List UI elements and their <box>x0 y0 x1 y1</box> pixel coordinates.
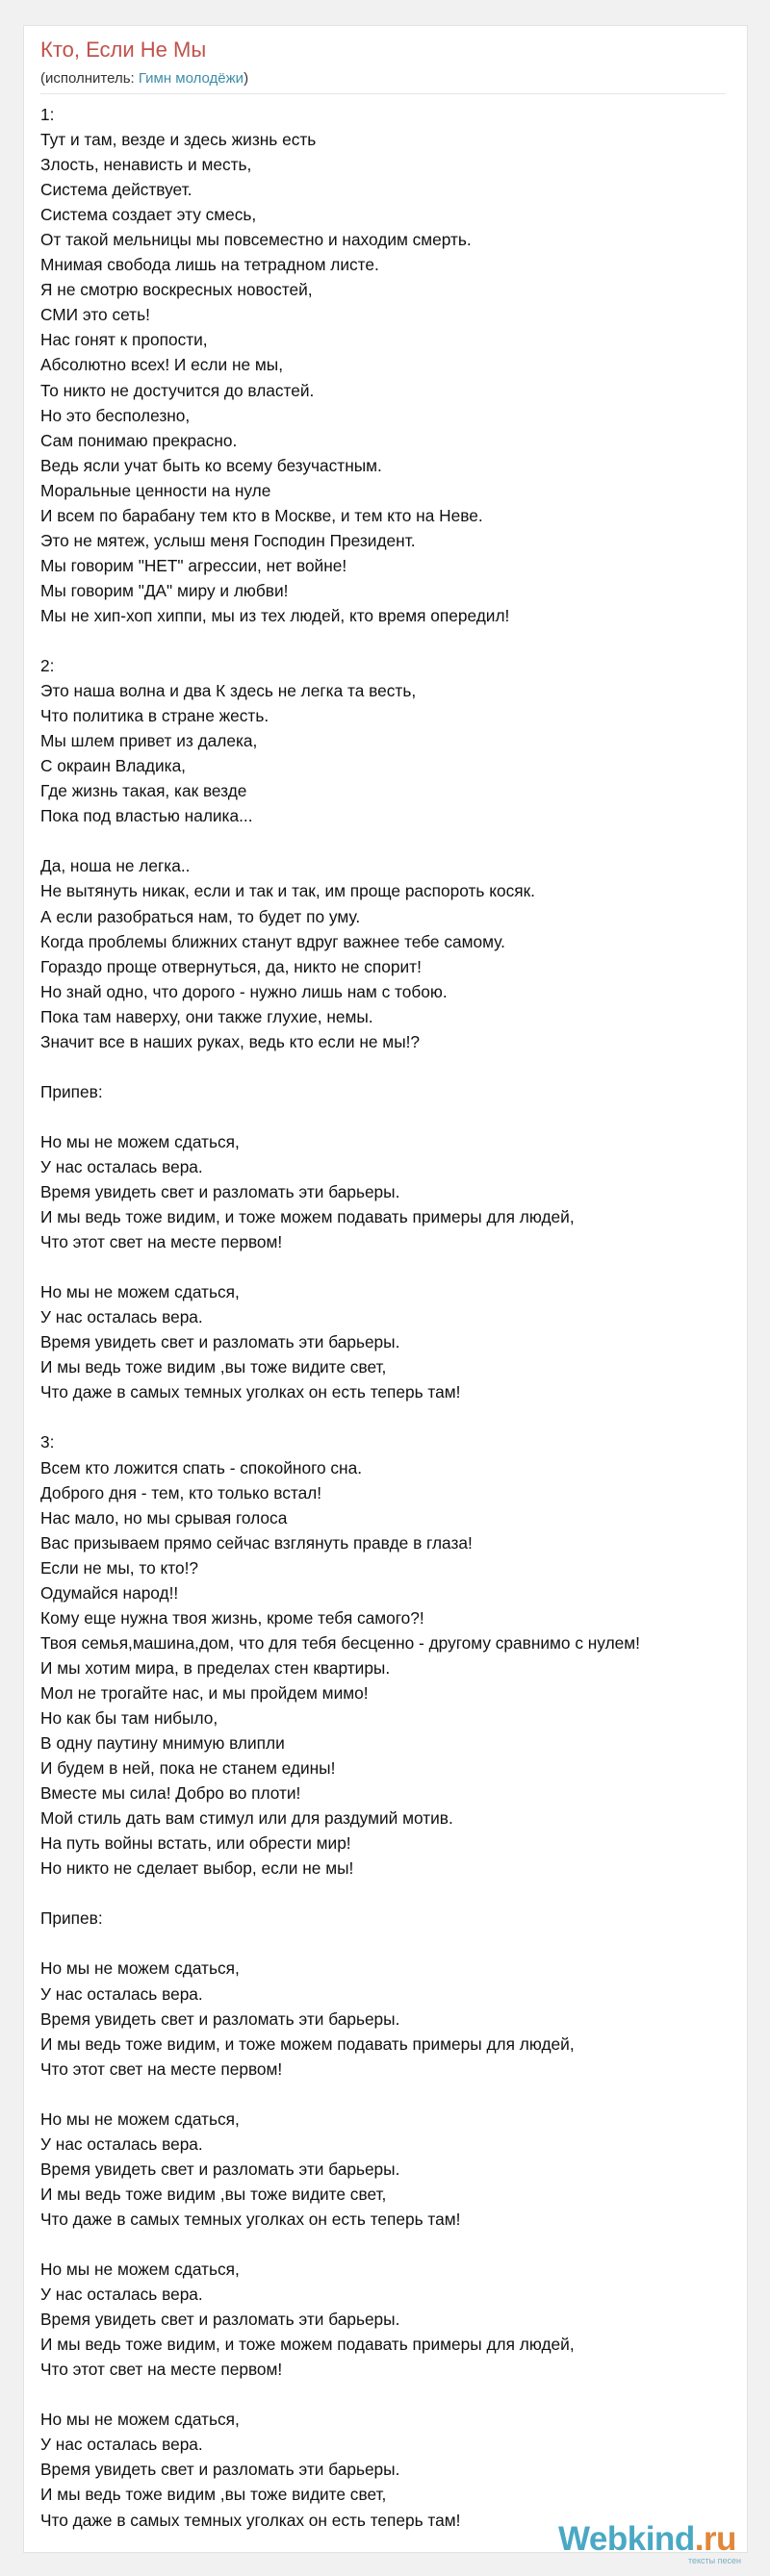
lyric-line: Но знай одно, что дорого - нужно лишь нам с тобою. <box>40 981 448 1001</box>
lyric-line: Время увидеть свет и разломать эти барьеры. <box>40 2008 400 2029</box>
lyric-line: Что этот свет на месте первом! <box>40 1232 283 1252</box>
lyric-line: И мы ведь тоже видим, и тоже можем подавать примеры для людей, <box>40 2335 575 2355</box>
lyric-line: И будем в ней, пока не станем едины! <box>40 1758 336 1779</box>
lyric-line: Мы говорим "НЕТ" агрессии, нет войне! <box>40 555 347 575</box>
lyric-line: На путь войны встать, или обрести мир! <box>40 1833 351 1854</box>
lyric-blank-line <box>40 1931 733 1956</box>
lyric-line: Что даже в самых темных уголках он есть теперь там! <box>40 2510 461 2530</box>
lyric-line: Пока под властью налика... <box>40 806 253 826</box>
lyric-line: Вас призываем прямо сейчас взглянуть правде в глаза! <box>40 1532 473 1553</box>
lyric-line: От такой мельницы мы повсеместно и находим смерть. <box>40 230 472 250</box>
lyric-blank-line <box>40 1104 733 1129</box>
lyric-blank-line <box>40 628 733 653</box>
lyric-line: Мнимая свобода лишь на тетрадном листе. <box>40 255 379 275</box>
lyric-line: Это не мятеж, услыш меня Господин Президент. <box>40 530 416 550</box>
webkind-logo[interactable] <box>558 2520 741 2568</box>
lyric-line: У нас осталась вера. <box>40 1307 203 1327</box>
lyric-line: Твоя семья,машина,дом, что для тебя бесценно - другому сравнимо с нулем! <box>40 1632 640 1653</box>
artist-line <box>40 69 248 88</box>
lyric-line: Припев: <box>40 1081 103 1101</box>
lyric-line: Но мы не можем сдаться, <box>40 2410 240 2430</box>
lyric-blank-line <box>40 2232 733 2257</box>
lyric-line: И мы ведь тоже видим ,вы тоже видите свет, <box>40 2485 387 2505</box>
lyric-line: Я не смотрю воскресных новостей, <box>40 280 313 300</box>
lyric-line: У нас осталась вера. <box>40 1983 203 2004</box>
lyric-line: И мы ведь тоже видим, и тоже можем подавать примеры для людей, <box>40 1207 575 1227</box>
lyric-line: Ведь ясли учат быть ко всему безучастным. <box>40 455 382 475</box>
lyric-line: Время увидеть свет и разломать эти барьеры. <box>40 2310 400 2330</box>
lyric-line: Но мы не можем сдаться, <box>40 2260 240 2280</box>
artist-suffix: ) <box>244 70 249 87</box>
logo-wordmark: Webkind.ru <box>558 2520 736 2558</box>
lyric-line: Что этот свет на месте первом! <box>40 2058 283 2079</box>
lyric-line: Злость, ненависть и месть, <box>40 155 252 175</box>
lyric-line: Гораздо проще отвернуться, да, никто не спорит! <box>40 956 422 976</box>
lyric-line: 2: <box>40 656 55 676</box>
lyric-blank-line <box>40 828 733 853</box>
lyric-line: И мы хотим мира, в пределах стен квартиры. <box>40 1657 391 1678</box>
lyric-line: Пока там наверху, они также глухие, немы. <box>40 1006 373 1026</box>
lyric-line: Система действует. <box>40 180 192 200</box>
logo-tagline: тексты песен <box>687 2556 741 2565</box>
lyric-line: Вместе мы сила! Добро во плоти! <box>40 1783 301 1804</box>
lyric-line: Но мы не можем сдаться, <box>40 1958 240 1979</box>
lyric-line: 3: <box>40 1432 55 1452</box>
lyric-line: У нас осталась вера. <box>40 2435 203 2455</box>
lyric-line: У нас осталась вера. <box>40 1156 203 1176</box>
lyric-line: Что даже в самых темных уголках он есть теперь там! <box>40 1382 461 1402</box>
lyric-line: Но мы не можем сдаться, <box>40 1282 240 1302</box>
lyric-line: СМИ это сеть! <box>40 305 150 325</box>
lyric-line: Нас гонят к пропости, <box>40 330 208 350</box>
lyric-line: Где жизнь такая, как везде <box>40 781 247 801</box>
lyric-line: У нас осталась вера. <box>40 2285 203 2305</box>
lyric-line: И мы ведь тоже видим ,вы тоже видите свет, <box>40 2184 387 2204</box>
lyric-line: И мы ведь тоже видим, и тоже можем подавать примеры для людей, <box>40 2033 575 2054</box>
lyric-line: Кому еще нужна твоя жизнь, кроме тебя самого?! <box>40 1607 424 1628</box>
lyric-line: Это наша волна и два К здесь не легка та весть, <box>40 681 417 701</box>
lyric-line: Всем кто ложится спать - спокойного сна. <box>40 1457 362 1477</box>
lyric-line: Мы не хип-хоп хиппи, мы из тех людей, кто время опередил! <box>40 605 510 625</box>
lyric-line: Что этот свет на месте первом! <box>40 2360 283 2380</box>
lyric-line: Моральные ценности на нуле <box>40 480 271 500</box>
lyric-line: В одну паутину мнимую влипли <box>40 1733 285 1754</box>
lyric-line: Припев: <box>40 1908 103 1929</box>
lyric-line: Мы говорим "ДА" миру и любви! <box>40 580 289 600</box>
lyric-line: Не вытянуть никак, если и так и так, им проще распороть косяк. <box>40 881 535 901</box>
lyric-line: Если не мы, то кто!? <box>40 1557 199 1578</box>
lyric-line: Да, ноша не легка.. <box>40 856 191 876</box>
lyric-line: С окраин Владика, <box>40 756 186 776</box>
lyric-line: Мол не трогайте нас, и мы пройдем мимо! <box>40 1682 369 1703</box>
lyric-line: Время увидеть свет и разломать эти барьеры. <box>40 1182 400 1202</box>
lyric-line: Время увидеть свет и разломать эти барьеры. <box>40 2460 400 2480</box>
lyric-line: Время увидеть свет и разломать эти барьеры. <box>40 2159 400 2179</box>
lyric-line: Но мы не можем сдаться, <box>40 1131 240 1151</box>
lyric-line: Но это бесполезно, <box>40 405 191 425</box>
song-title: Кто, Если Не Мы <box>40 38 207 62</box>
lyric-line: Значит все в наших руках, ведь кто если не мы!? <box>40 1031 421 1051</box>
lyric-line: Время увидеть свет и разломать эти барьеры. <box>40 1332 400 1352</box>
artist-link[interactable]: Гимн молодёжи <box>138 70 244 87</box>
lyric-line: Но никто не сделает выбор, если не мы! <box>40 1858 354 1879</box>
lyric-line: То никто не достучится до властей. <box>40 380 315 400</box>
lyric-blank-line <box>40 1254 733 1279</box>
lyrics-body <box>40 102 733 2533</box>
lyric-line: Мы шлем привет из далека, <box>40 731 258 751</box>
lyric-line: Нас мало, но мы срывая голоса <box>40 1507 288 1528</box>
lyric-line: Одумайся народ!! <box>40 1582 179 1603</box>
lyric-line: И мы ведь тоже видим ,вы тоже видите свет, <box>40 1357 387 1377</box>
lyric-line: Но мы не можем сдаться, <box>40 2109 240 2129</box>
artist-prefix: (исполнитель: <box>40 70 139 87</box>
lyric-line: Тут и там, везде и здесь жизнь есть <box>40 130 317 150</box>
title-divider <box>40 93 726 94</box>
lyric-line: Что даже в самых темных уголках он есть теперь там! <box>40 2209 461 2229</box>
lyric-line: Но как бы там нибыло, <box>40 1708 218 1728</box>
lyric-line: Система создает эту смесь, <box>40 205 257 225</box>
lyric-line: Что политика в стране жесть. <box>40 706 270 726</box>
lyric-line: Абсолютно всех! И если не мы, <box>40 355 284 375</box>
lyric-blank-line <box>40 1404 733 1429</box>
lyric-line: И всем по барабану тем кто в Москве, и тем кто на Неве. <box>40 505 483 525</box>
lyric-line: Когда проблемы ближних станут вдруг важнее тебе самому. <box>40 931 505 951</box>
lyric-line: 1: <box>40 105 55 124</box>
lyric-line: У нас осталась вера. <box>40 2134 203 2154</box>
lyric-blank-line <box>40 1881 733 1906</box>
lyric-blank-line <box>40 2382 733 2407</box>
lyric-blank-line <box>40 1054 733 1079</box>
lyric-line: Сам понимаю прекрасно. <box>40 430 238 450</box>
lyric-line: А если разобраться нам, то будет по уму. <box>40 906 361 926</box>
lyric-line: Доброго дня - тем, кто только встал! <box>40 1482 322 1503</box>
lyric-line: Мой стиль дать вам стимул или для раздумий мотив. <box>40 1808 453 1829</box>
lyric-blank-line <box>40 2082 733 2107</box>
